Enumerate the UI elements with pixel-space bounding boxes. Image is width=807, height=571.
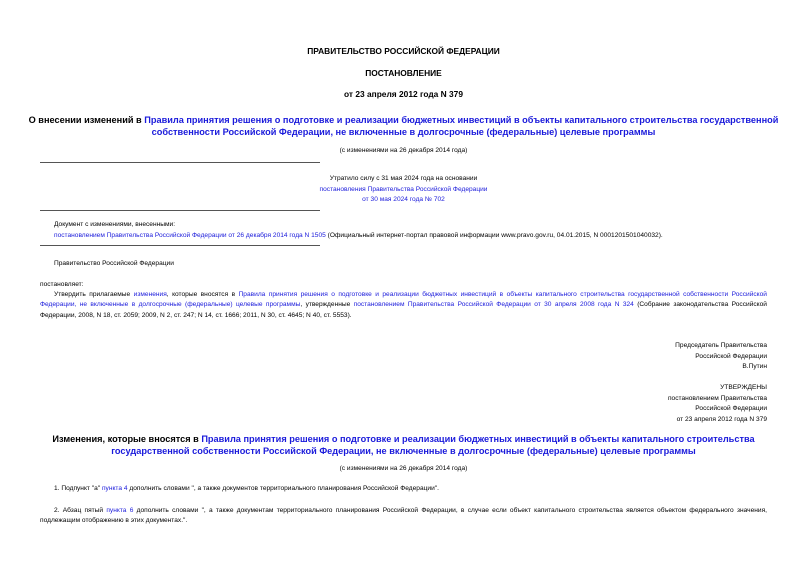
divider bbox=[40, 245, 320, 246]
expired-text: Утратило силу с 31 мая 2024 года на основании bbox=[329, 175, 478, 182]
signature-title: Председатель Правительства bbox=[675, 342, 767, 349]
title-rules-link[interactable]: Правила принятия решения о подготовке и реализации бюджетных инвестиций в объекты капитального строительства государственной bbox=[144, 115, 779, 125]
item-1-text: дополнить словами ", а также документов территориального планирования Российской Федерации". bbox=[127, 485, 439, 492]
edition-note: (с изменениями на 26 декабря 2014 года) bbox=[339, 147, 468, 154]
expired-notice bbox=[0, 174, 807, 206]
title-rules-link-cont[interactable]: собственности Российской Федерации, не включенные в долгосрочные (федеральные) целевые программы bbox=[151, 127, 656, 137]
item-1-text: 1. Подпункт "а" bbox=[54, 485, 102, 492]
changes-link[interactable]: изменения bbox=[133, 291, 167, 298]
resolves: постановляет: bbox=[40, 281, 84, 288]
doc-type-heading: ПОСТАНОВЛЕНИЕ bbox=[365, 68, 442, 78]
approved-by: постановлением Правительства bbox=[667, 394, 767, 402]
signature-org: Российской Федерации bbox=[695, 352, 767, 360]
item-2-text: 2. Абзац пятый bbox=[54, 507, 107, 514]
signature-name: В.Путин bbox=[742, 363, 767, 370]
changes-doc-label: Документ с изменениями, внесенными: bbox=[54, 221, 176, 228]
divider bbox=[40, 162, 320, 163]
changes-edition-note: (с изменениями на 26 декабря 2014 года) bbox=[339, 465, 468, 472]
p1-text: (Собрание законодательства Российской Федерации, 2008, N 18, ст. 2059; 2009, N 2, ст. 247; N 14, ст. 1666; 2011, N 30, ст. 4645; N 40, ст. 5553). bbox=[40, 301, 767, 319]
amending-decree-link[interactable]: постановлением Правительства Российской Федерации от 26 декабря 2014 года N 1505 bbox=[54, 232, 326, 239]
changes-title-prefix: Изменения, которые вносятся в bbox=[52, 434, 202, 444]
amending-decree-source: (Официальный интернет-портал правовой информации www.pravo.gov.ru, 04.01.2015, N 0001201501040032). bbox=[325, 232, 663, 239]
expired-decree-link-date[interactable]: от 30 мая 2024 года № 702 bbox=[362, 196, 445, 203]
point-6-link[interactable]: пункта 6 bbox=[106, 507, 134, 514]
rules-link[interactable]: Правила принятия решения о подготовке и реализации бюджетных инвестиций в объекты капитального строительства государственной собственности Российской Федерации, не включенные в долгосрочные (федеральные) целевые программы bbox=[40, 291, 767, 309]
changes-title-rules-link[interactable]: Правила принятия решения о подготовке и реализации бюджетных инвестиций в объекты капитального строительства bbox=[201, 434, 755, 444]
document-title bbox=[0, 114, 807, 138]
approved-block bbox=[567, 383, 767, 425]
point-4-link[interactable]: пункта 4 bbox=[101, 485, 128, 492]
main-paragraph bbox=[40, 290, 767, 321]
item-1 bbox=[40, 484, 767, 494]
approved-date: от 23 апреля 2012 года N 379 bbox=[676, 415, 767, 423]
approved-org: Российской Федерации bbox=[695, 405, 767, 412]
decree-324-link[interactable]: постановлением Правительства Российской Федерации от 30 апреля 2008 года N 324 bbox=[353, 301, 634, 309]
changes-doc-line bbox=[54, 231, 774, 241]
approved-label: УТВЕРЖДЕНЫ bbox=[720, 384, 767, 391]
expired-decree-link[interactable]: постановления Правительства Российской Федерации bbox=[319, 185, 488, 193]
item-2 bbox=[40, 506, 767, 527]
issuer: Правительство Российской Федерации bbox=[54, 260, 174, 267]
changes-title bbox=[0, 433, 807, 457]
item-2-text: дополнить словами ", а также документам территориального планирования Российской Федерации, в случае если объект капитального строительства является объектом федерального значения, подлежащим отображению в этих документах.". bbox=[40, 507, 767, 525]
title-prefix: О внесении изменений в bbox=[28, 115, 145, 125]
doc-date-number: от 23 апреля 2012 года N 379 bbox=[344, 89, 463, 99]
p1-text: , которые вносятся в bbox=[166, 291, 239, 298]
signature-block bbox=[567, 341, 767, 373]
divider bbox=[40, 210, 320, 211]
p1-text: Утвердить прилагаемые bbox=[54, 291, 134, 298]
p1-text: , утвержденные bbox=[300, 301, 354, 309]
changes-title-rules-link-cont[interactable]: государственной собственности Российской Федерации, не включенные в долгосрочные (федеральные) целевые программы bbox=[111, 446, 696, 456]
government-heading: ПРАВИТЕЛЬСТВО РОССИЙСКОЙ ФЕДЕРАЦИИ bbox=[307, 46, 500, 56]
